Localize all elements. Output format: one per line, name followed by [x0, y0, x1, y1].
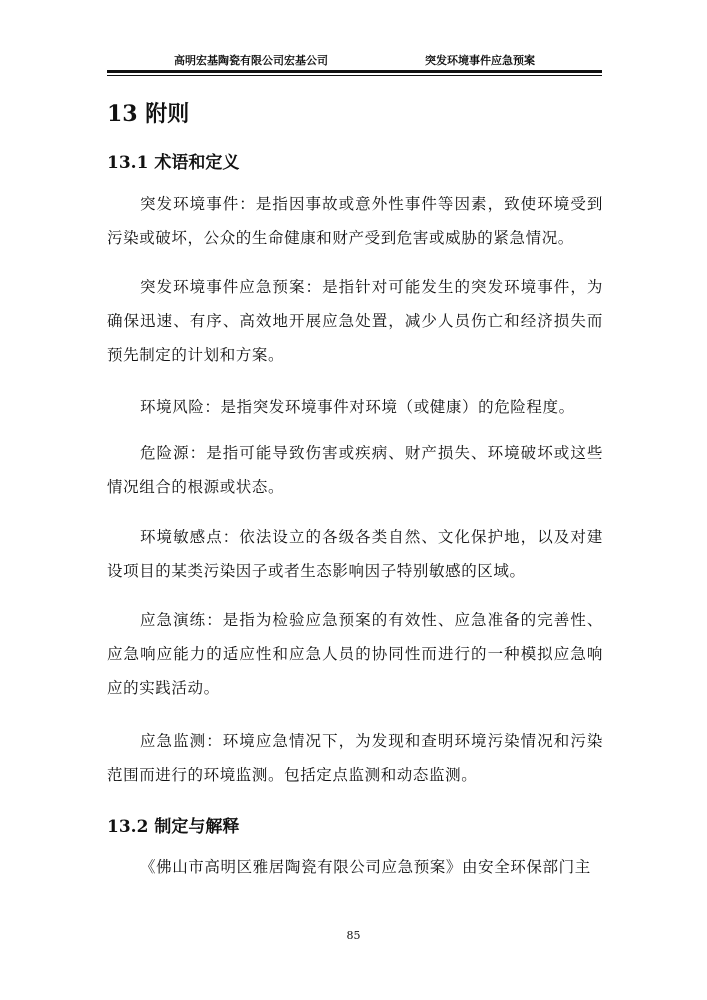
subsection-heading-formulation: 13.2 制定与解释: [107, 817, 240, 837]
paragraph-definition-emergency-monitoring: 应急监测：环境应急情况下，为发现和查明环境污染情况和污染范围而进行的环境监测。包括定点监测和动态监测。: [107, 732, 603, 784]
paragraph-formulation: 《佛山市高明区雅居陶瓷有限公司应急预案》由安全环保部门主: [140, 858, 591, 876]
header-document-title: 突发环境事件应急预案: [425, 54, 535, 67]
paragraph-definition-environmental-risk: 环境风险：是指突发环境事件对环境（或健康）的危险程度。: [140, 398, 575, 416]
section-heading: 13 附则: [107, 101, 190, 127]
header-rule-thick: [107, 70, 602, 73]
paragraph-definition-emergency-plan: 突发环境事件应急预案：是指针对可能发生的突发环境事件，为确保迅速、有序、高效地开展应急处置，减少人员伤亡和经济损失而预先制定的计划和方案。: [107, 278, 603, 364]
paragraph-definition-environmental-event: 突发环境事件：是指因事故或意外性事件等因素，致使环境受到污染或破坏，公众的生命健康和财产受到危害或威胁的紧急情况。: [107, 195, 603, 247]
header-rule-thin: [107, 75, 602, 76]
paragraph-definition-hazard-source: 危险源：是指可能导致伤害或疾病、财产损失、环境破坏或这些情况组合的根源或状态。: [107, 444, 603, 496]
header-organization: 高明宏基陶瓷有限公司宏基公司: [174, 54, 328, 67]
page-number: 85: [346, 929, 361, 942]
subsection-heading-terms: 13.1 术语和定义: [107, 153, 240, 173]
page-header: [107, 52, 602, 70]
paragraph-definition-sensitive-point: 环境敏感点：依法设立的各级各类自然、文化保护地，以及对建设项目的某类污染因子或者生态影响因子特别敏感的区域。: [107, 528, 603, 580]
paragraph-definition-emergency-drill: 应急演练：是指为检验应急预案的有效性、应急准备的完善性、应急响应能力的适应性和应急人员的协同性而进行的一种模拟应急响应的实践活动。: [107, 611, 603, 697]
